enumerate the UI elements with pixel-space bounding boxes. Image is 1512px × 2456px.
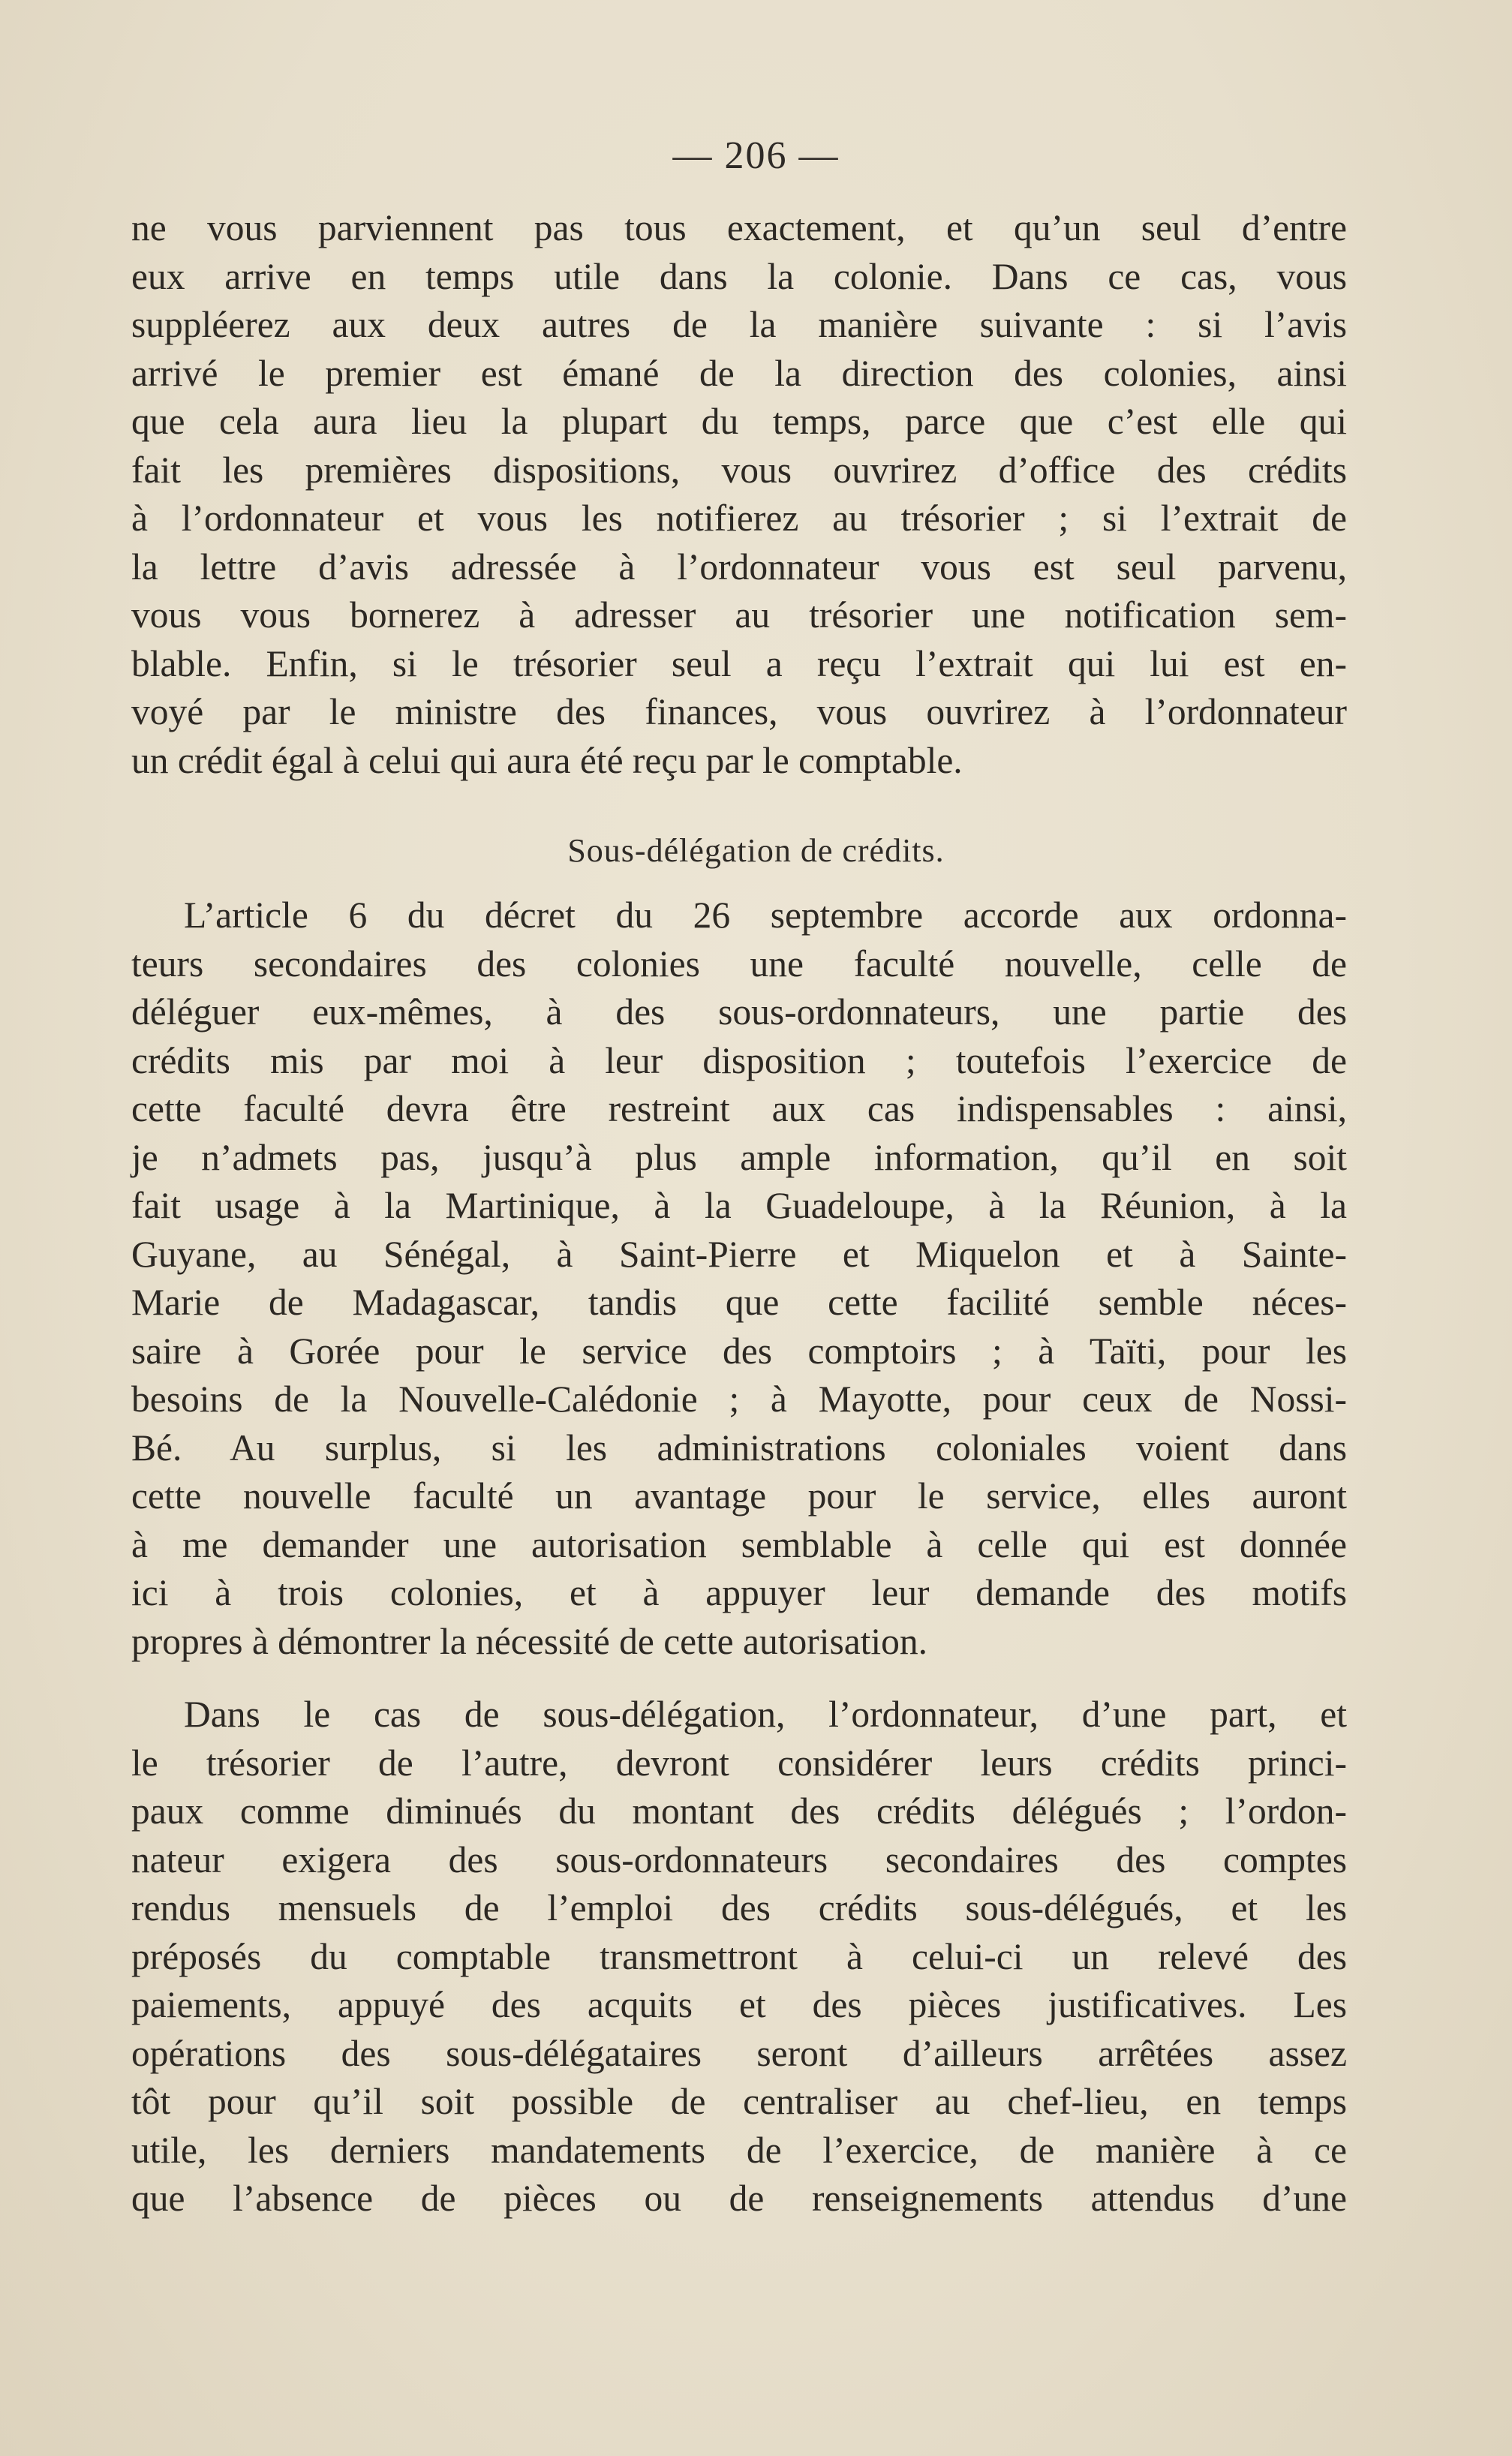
text-line: saire à Gorée pour le service des comptoirs ; à Taïti, pour les <box>131 1330 1347 1372</box>
text-line: eux arrive en temps utile dans la colonie. Dans ce cas, vous <box>131 255 1347 297</box>
text-line: teurs secondaires des colonies une faculté nouvelle, celle de <box>131 942 1347 985</box>
text-line: utile, les derniers mandatements de l’exercice, de manière à ce <box>131 2129 1347 2171</box>
paragraph-2 <box>131 891 1347 1666</box>
section-heading: Sous-délégation de crédits. <box>567 832 945 869</box>
paragraph-1 <box>131 204 1347 785</box>
text-line: cette nouvelle faculté un avantage pour le service, elles auront <box>131 1475 1347 1517</box>
text-line: Marie de Madagascar, tandis que cette facilité semble néces- <box>131 1282 1347 1323</box>
text-line: cette faculté devra être restreint aux cas indispensables : ainsi, <box>131 1088 1347 1129</box>
text-line: vous vous bornerez à adresser au trésorier une notification sem- <box>131 594 1347 636</box>
text-line: fait usage à la Martinique, à la Guadeloupe, à la Réunion, à la <box>131 1185 1347 1226</box>
text-line: que cela aura lieu la plupart du temps, parce que c’est elle qui <box>131 401 1347 442</box>
text-line: rendus mensuels de l’emploi des crédits sous-délégués, et les <box>131 1887 1347 1928</box>
text-line: L’article 6 du décret du 26 septembre accorde aux ordonna- <box>184 894 1347 936</box>
text-line: je n’admets pas, jusqu’à plus ample information, qu’il en soit <box>131 1136 1347 1178</box>
text-line: paux comme diminués du montant des crédits délégués ; l’ordon- <box>131 1790 1347 1832</box>
text-line: le trésorier de l’autre, devront considérer leurs crédits princi- <box>131 1742 1347 1784</box>
text-line: propres à démontrer la nécessité de cette autorisation. <box>131 1620 928 1662</box>
text-line: crédits mis par moi à leur disposition ; toutefois l’exercice de <box>131 1039 1347 1081</box>
text-line: Dans le cas de sous-délégation, l’ordonnateur, d’une part, et <box>184 1694 1347 1735</box>
paragraph-3 <box>131 1691 1347 2223</box>
text-line: blable. Enfin, si le trésorier seul a reçu l’extrait qui lui est en- <box>131 642 1347 684</box>
text-line: nateur exigera des sous-ordonnateurs secondaires des comptes <box>131 1838 1347 1880</box>
text-line: un crédit égal à celui qui aura été reçu par le comptable. <box>131 739 963 781</box>
text-line: tôt pour qu’il soit possible de centraliser au chef-lieu, en temps <box>131 2081 1347 2122</box>
text-line: la lettre d’avis adressée à l’ordonnateur vous est seul parvenu, <box>131 546 1347 588</box>
text-line: à l’ordonnateur et vous les notifierez au trésorier ; si l’extrait de <box>131 498 1347 539</box>
text-line: à me demander une autorisation semblable à celle qui est donnée <box>131 1523 1347 1565</box>
text-line: voyé par le ministre des finances, vous ouvrirez à l’ordonnateur <box>131 691 1347 732</box>
page-number: — 206 — <box>672 134 840 177</box>
text-line: ne vous parviennent pas tous exactement, et qu’un seul d’entre <box>131 207 1347 248</box>
text-line: opérations des sous-délégataires seront d’ailleurs arrêtées assez <box>131 2032 1347 2074</box>
text-line: paiements, appuyé des acquits et des pièces justificatives. Les <box>131 1984 1347 2025</box>
text-line: arrivé le premier est émané de la direction des colonies, ainsi <box>131 352 1347 394</box>
text-line: fait les premières dispositions, vous ouvrirez d’office des crédits <box>131 449 1347 491</box>
text-line: suppléerez aux deux autres de la manière suivante : si l’avis <box>131 304 1347 345</box>
text-line: déléguer eux-mêmes, à des sous-ordonnateurs, une partie des <box>131 991 1347 1033</box>
text-line: Bé. Au surplus, si les administrations coloniales voient dans <box>131 1426 1347 1468</box>
text-line: Guyane, au Sénégal, à Saint-Pierre et Miquelon et à Sainte- <box>131 1233 1347 1275</box>
text-line: ici à trois colonies, et à appuyer leur demande des motifs <box>131 1572 1347 1613</box>
text-line: préposés du comptable transmettront à celui-ci un relevé des <box>131 1935 1347 1977</box>
text-line: que l’absence de pièces ou de renseignements attendus d’une <box>131 2178 1347 2219</box>
text-line: besoins de la Nouvelle-Calédonie ; à Mayotte, pour ceux de Nossi- <box>131 1378 1347 1420</box>
